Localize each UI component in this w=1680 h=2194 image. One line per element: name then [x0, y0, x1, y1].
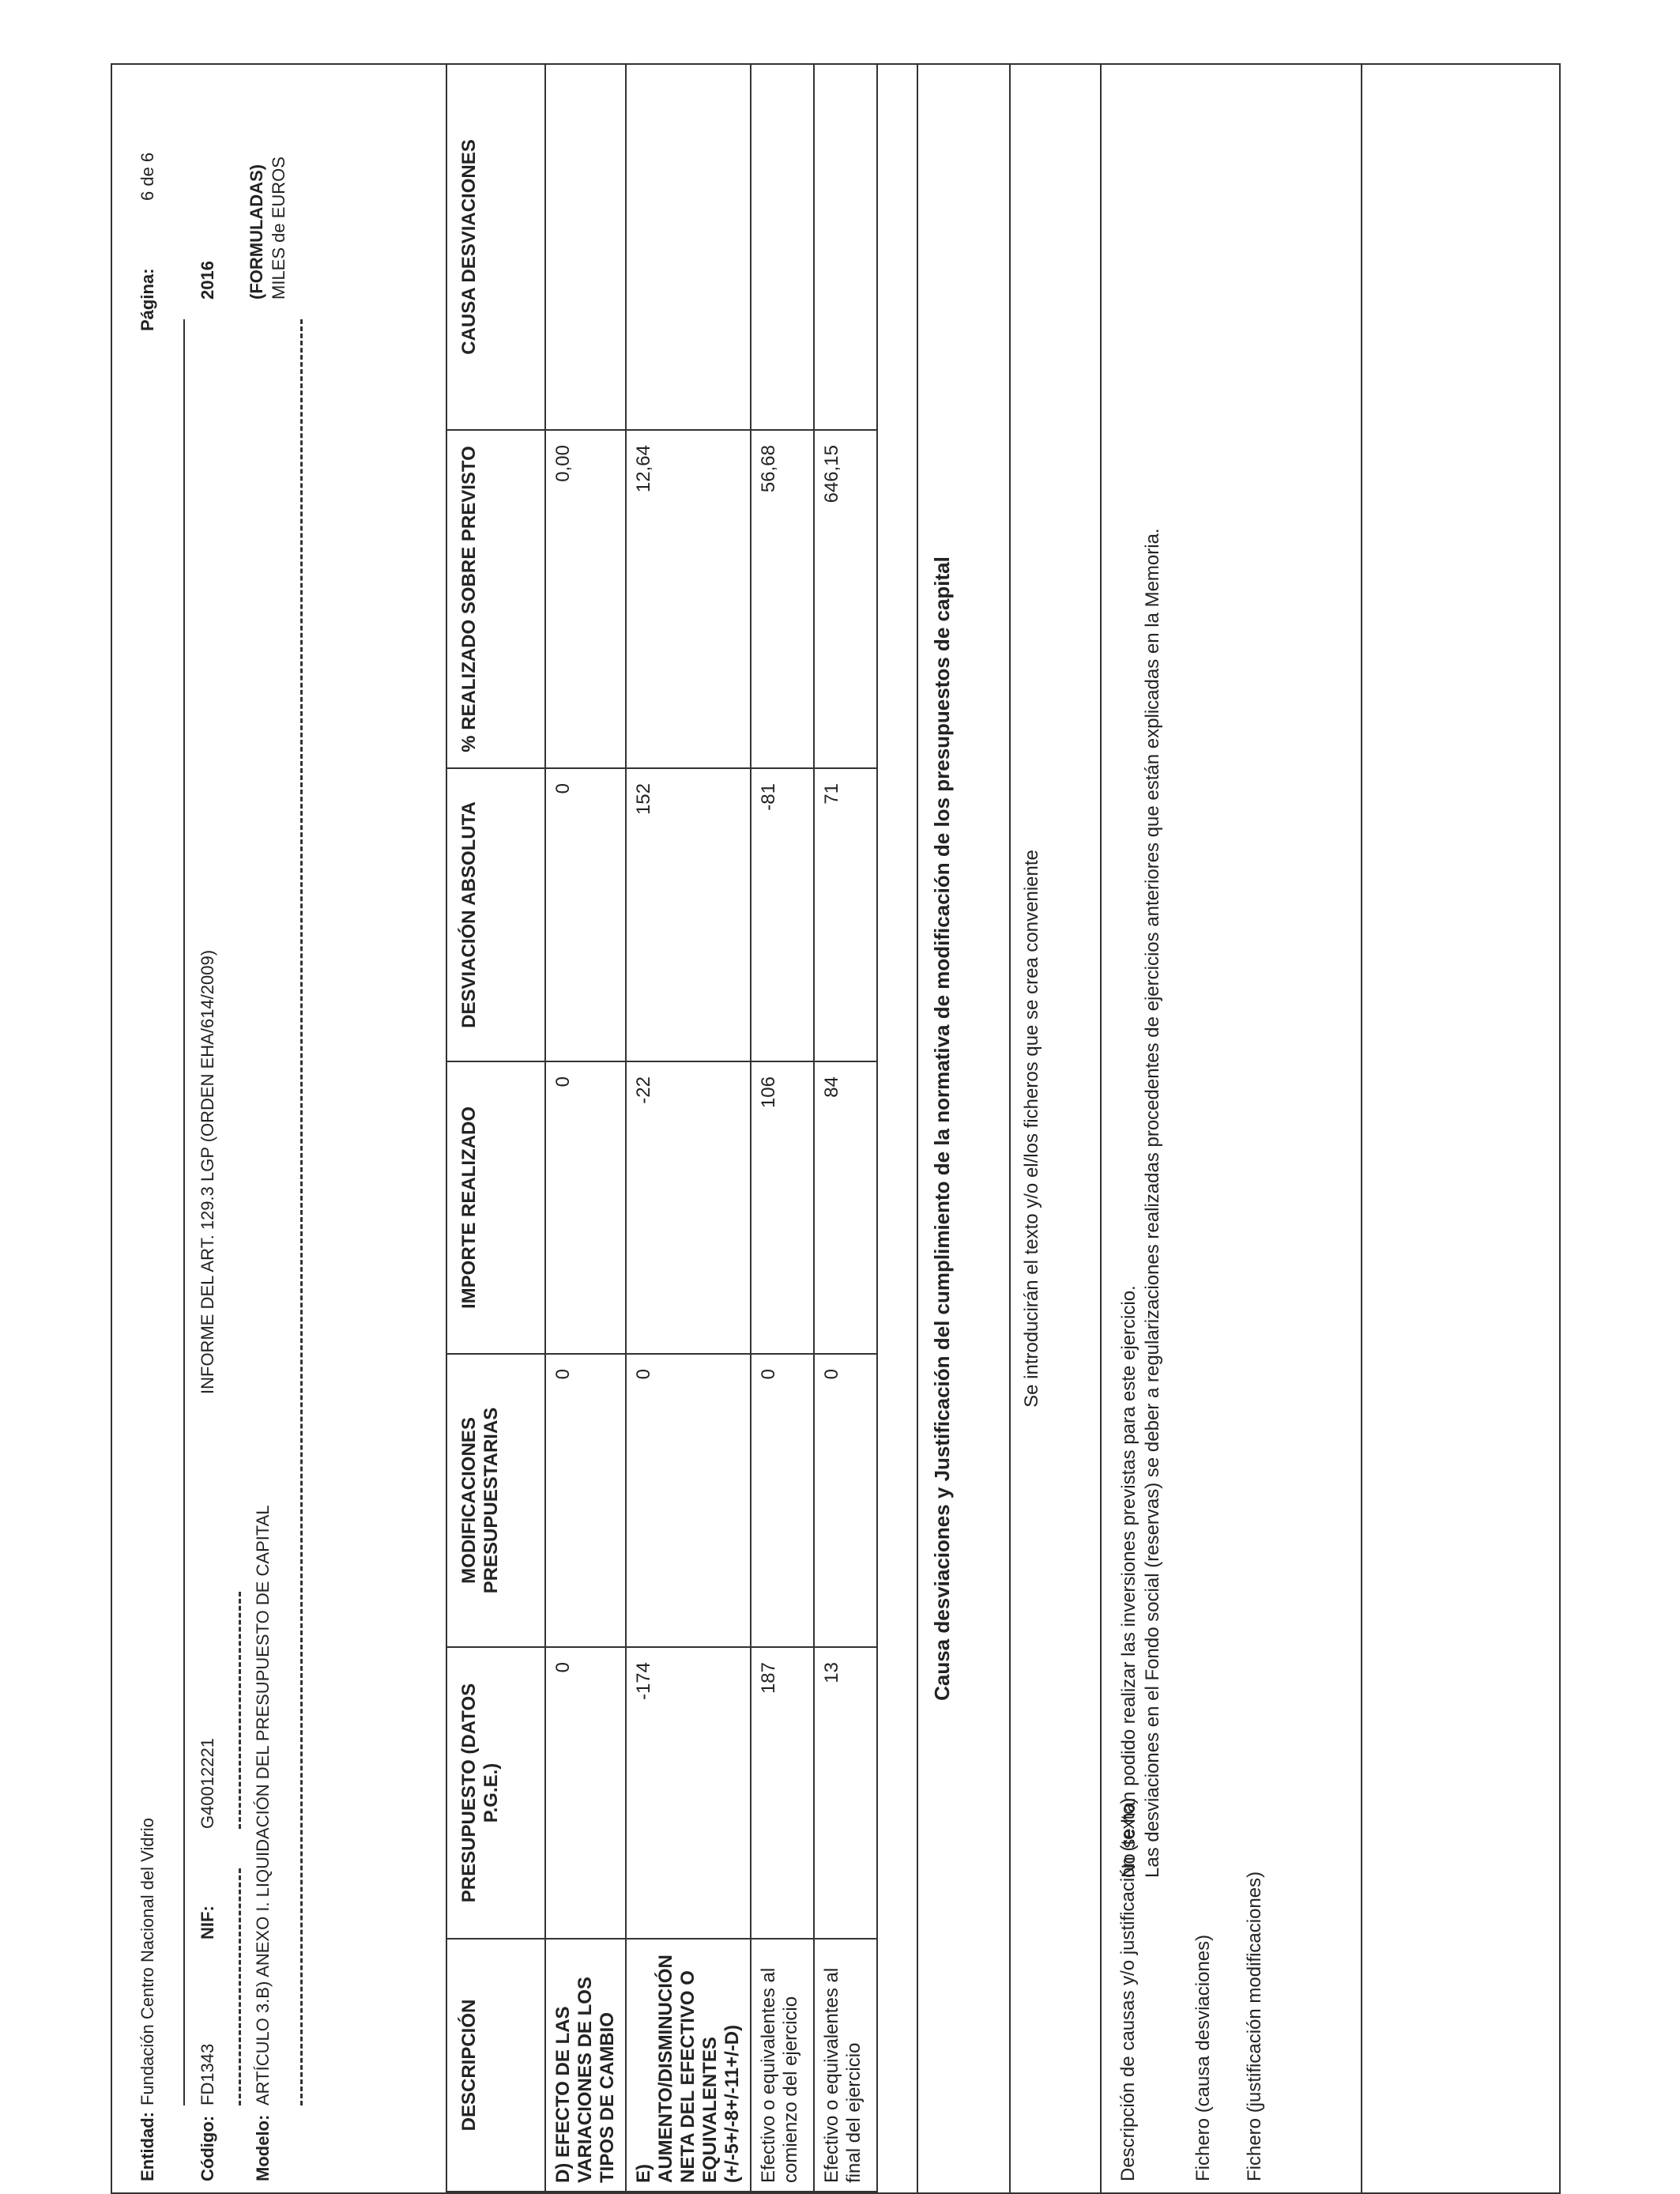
- col-descripcion: DESCRIPCIÓN: [446, 1939, 545, 2192]
- col-desviacion-absoluta: DESVIACIÓN ABSOLUTA: [446, 768, 545, 1061]
- cell-descripcion: E) AUMENTO/DISMINUCIÓN NETA DEL EFECTIVO O EQUIVALENTES (+/-5+/-8+/-11+/-D): [626, 1939, 751, 2192]
- col-porcentaje-realizado: % REALIZADO SOBRE PREVISTO: [446, 430, 545, 768]
- cell-importe: 106: [751, 1061, 814, 1354]
- cell-descripcion: D) EFECTO DE LAS VARIACIONES DE LOS TIPOS DE CAMBIO: [545, 1939, 626, 2192]
- status-label: (FORMULADAS): [247, 164, 266, 300]
- cell-causa: [626, 64, 751, 430]
- col-presupuesto: PRESUPUESTO (DATOS P.G.E.): [446, 1647, 545, 1939]
- descripcion-line-1: No se han podido realizar las inversiones previstas para este ejercicio.: [1118, 1285, 1139, 1878]
- cell-importe: -22: [626, 1061, 751, 1354]
- col-modificaciones: MODIFICACIONES PRESUPUESTARIAS: [446, 1354, 545, 1647]
- table-row: [814, 64, 877, 2192]
- page-frame: [111, 63, 1561, 2194]
- codigo-value: FD1343: [198, 2043, 217, 2105]
- codigo-dash: [239, 1868, 241, 2105]
- cell-porcentaje: 12,64: [626, 430, 751, 768]
- modelo-dash: [300, 319, 303, 2105]
- cell-porcentaje: 56,68: [751, 430, 814, 768]
- nif-dash: [239, 1592, 241, 1829]
- header-rule: [183, 319, 185, 2105]
- table-row: [626, 64, 751, 2192]
- liquidacion-table: [446, 63, 878, 2192]
- cell-desviacion: -81: [751, 768, 814, 1061]
- section-rule: [1009, 65, 1011, 2192]
- cell-desviacion: 71: [814, 768, 877, 1061]
- cell-desviacion: 0: [545, 768, 626, 1061]
- pagina-value: 6 de 6: [137, 152, 157, 201]
- cell-modificaciones: 0: [626, 1354, 751, 1647]
- entidad-value: Fundación Centro Nacional del Vidrio: [137, 1817, 157, 2105]
- codigo-label: Código:: [198, 2115, 217, 2181]
- cell-importe: 84: [814, 1061, 877, 1354]
- table-row: [545, 64, 626, 2192]
- section-rule: [1100, 65, 1102, 2192]
- descripcion-label: Descripción de causas y/o justificación (texto): [1117, 1797, 1139, 2181]
- pagina-label: Página:: [137, 268, 157, 331]
- causa-title: Causa desviaciones y Justificación del cumplimiento de la normativa de modificación de los presupuestos de capital: [930, 556, 954, 1701]
- cell-presupuesto: 187: [751, 1647, 814, 1939]
- modelo-value: ARTÍCULO 3.B) ANEXO I. LIQUIDACIÓN DEL PRESUPUESTO DE CAPITAL: [253, 1505, 273, 2105]
- cell-porcentaje: 646,15: [814, 430, 877, 768]
- entidad-label: Entidad:: [137, 2112, 157, 2181]
- cell-presupuesto: 13: [814, 1647, 877, 1939]
- table-row: [751, 64, 814, 2192]
- section-rule: [917, 65, 918, 2192]
- nif-value: G40012221: [198, 1738, 217, 1829]
- modelo-label: Modelo:: [253, 2114, 273, 2181]
- intro-text: Se introducirán el texto y/o el/los ficheros que se crea conveniente: [1021, 850, 1042, 1408]
- cell-modificaciones: 0: [545, 1354, 626, 1647]
- cell-modificaciones: 0: [814, 1354, 877, 1647]
- informe-title: INFORME DEL ART. 129.3 LGP (ORDEN EHA/614/2009): [198, 949, 217, 1394]
- cell-causa: [814, 64, 877, 430]
- descripcion-line-2: Las desviaciones en el Fondo social (reservas) se deber a regularizaciones realizadas procedentes de ejercicios anteriores que están explicadas en la Memoria.: [1142, 528, 1163, 1878]
- fichero-causa-label: Fichero (causa desviaciones): [1192, 1934, 1214, 2181]
- col-importe-realizado: IMPORTE REALIZADO: [446, 1061, 545, 1354]
- section-rule: [1361, 65, 1362, 2192]
- cell-causa: [545, 64, 626, 430]
- nif-label: NIF:: [198, 1906, 217, 1940]
- fichero-justificacion-label: Fichero (justificación modificaciones): [1244, 1871, 1265, 2181]
- cell-descripcion: Efectivo o equivalentes al final del ejercicio: [814, 1939, 877, 2192]
- cell-porcentaje: 0,00: [545, 430, 626, 768]
- cell-desviacion: 152: [626, 768, 751, 1061]
- cell-descripcion: Efectivo o equivalentes al comienzo del ejercicio: [751, 1939, 814, 2192]
- cell-modificaciones: 0: [751, 1354, 814, 1647]
- col-causa-desviaciones: CAUSA DESVIACIONES: [446, 64, 545, 430]
- cell-causa: [751, 64, 814, 430]
- cell-presupuesto: 0: [545, 1647, 626, 1939]
- units-label: MILES de EUROS: [269, 156, 288, 300]
- cell-importe: 0: [545, 1061, 626, 1354]
- year: 2016: [198, 261, 217, 300]
- cell-presupuesto: -174: [626, 1647, 751, 1939]
